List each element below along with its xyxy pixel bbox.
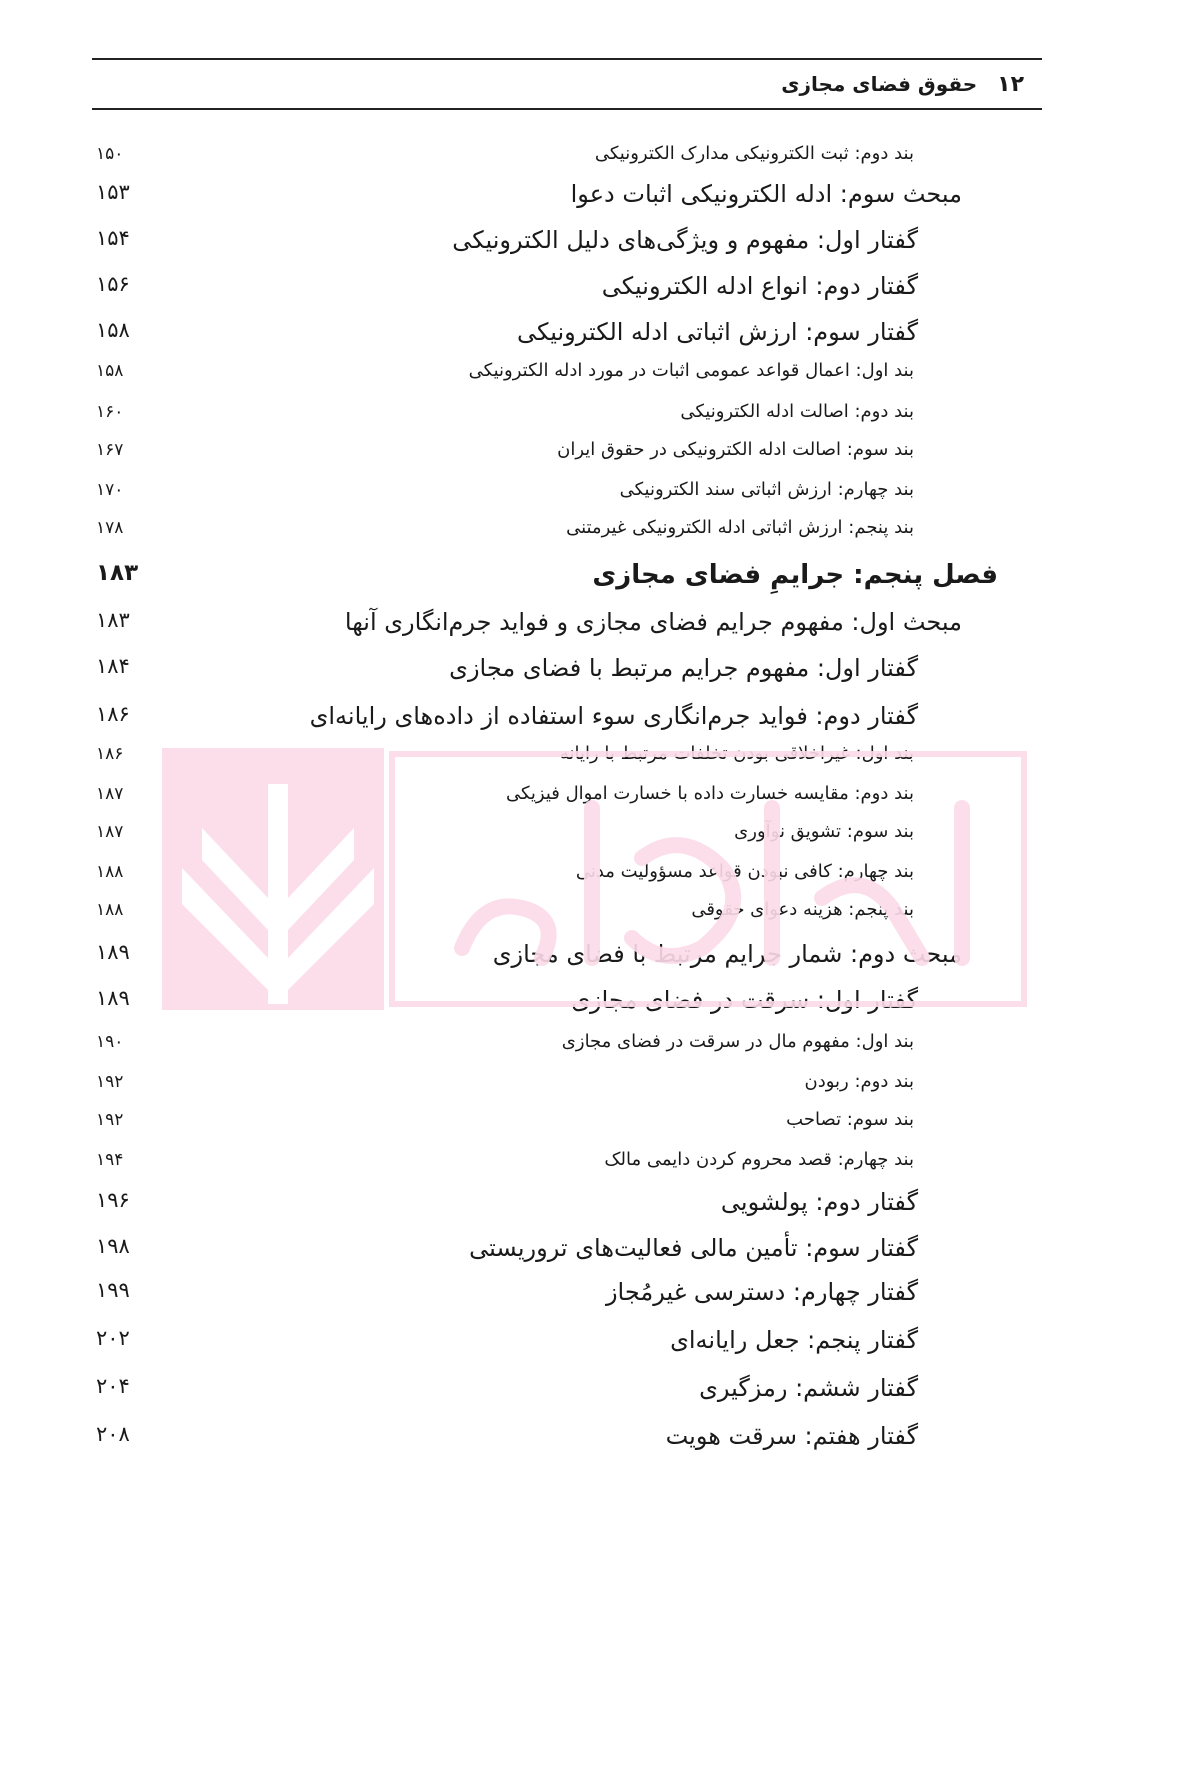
toc-entry-page: ۲۰۲ [96, 1326, 130, 1350]
toc-entry-page: ۱۸۶ [96, 744, 124, 764]
toc-entry-title: گفتار دوم: انواع ادله الکترونیکی [601, 272, 918, 300]
toc-entry-page: ۲۰۴ [96, 1374, 130, 1398]
toc-entry-title: مبحث اول: مفهوم جرایم فضای مجازی و فواید جرم‌انگاری آنها [344, 608, 962, 636]
toc-entry [0, 650, 1190, 690]
toc-entry [0, 982, 1190, 1022]
toc-entry-page: ۱۹۲ [96, 1110, 124, 1130]
toc-entry-title: بند سوم: تصاحب [786, 1109, 914, 1130]
toc-entry [0, 140, 1190, 180]
toc-entry-page: ۱۸۷ [96, 784, 124, 804]
toc-entry-page: ۱۵۸ [96, 318, 130, 342]
toc-entry [0, 1322, 1190, 1362]
toc-entry [0, 936, 1190, 976]
toc-entry [0, 176, 1190, 216]
toc-entry [0, 818, 1190, 858]
toc-entry [0, 1068, 1190, 1108]
toc-entry-title: مبحث سوم: ادله الکترونیکی اثبات دعوا [570, 180, 962, 208]
toc-entry-title: مبحث دوم: شمار جرایم مرتبط با فضای مجازی [492, 940, 962, 968]
toc-entry-title: گفتار اول: مفهوم جرایم مرتبط با فضای مجازی [449, 654, 918, 682]
toc-entry [0, 436, 1190, 476]
toc-entry-title: گفتار دوم: پولشویی [720, 1188, 918, 1216]
toc-entry-title: بند اول: غیراخلاقی بودن تخلفات مرتبط با رایانه [559, 743, 914, 764]
toc-entry [0, 698, 1190, 738]
toc-entry-title: گفتار اول: سرقت در فضای مجازی [571, 986, 918, 1014]
running-header [92, 58, 1042, 110]
toc-entry-page: ۱۸۸ [96, 900, 124, 920]
toc-entry-title: بند دوم: ثبت الکترونیکی مدارک الکترونیکی [594, 143, 914, 164]
toc-entry [0, 1146, 1190, 1186]
toc-entry-title: بند سوم: اصالت ادله الکترونیکی در حقوق ایران [557, 439, 914, 460]
toc-entry-title: گفتار ششم: رمزگیری [699, 1374, 918, 1402]
toc-entry-title: گفتار پنجم: جعل رایانه‌ای [670, 1326, 918, 1354]
toc-entry [0, 514, 1190, 554]
toc-entry [0, 1230, 1190, 1270]
toc-entry-page: ۱۸۳ [96, 560, 139, 586]
toc-entry-title: بند اول: اعمال قواعد عمومی اثبات در مورد ادله الکترونیکی [468, 360, 914, 381]
toc-entry [0, 1370, 1190, 1410]
toc-entry-title: بند اول: مفهوم مال در سرقت در فضای مجازی [561, 1031, 914, 1052]
toc-entry-title: گفتار دوم: فواید جرم‌انگاری سوء استفاده از داده‌های رایانه‌ای [309, 702, 918, 730]
toc-entry-page: ۲۰۸ [96, 1422, 130, 1446]
toc-entry [0, 1184, 1190, 1224]
toc-entry [0, 604, 1190, 644]
toc-entry-title: بند پنجم: هزینه دعوای حقوقی [691, 899, 914, 920]
book-title: حقوق فضای مجازی [781, 72, 978, 96]
toc-entry [0, 222, 1190, 262]
toc-entry-page: ۱۹۰ [96, 1032, 124, 1052]
toc-entry-page: ۱۸۶ [96, 702, 130, 726]
page-number: ۱۲ [997, 71, 1024, 97]
toc-entry [0, 896, 1190, 936]
toc-entry-page: ۱۶۷ [96, 440, 124, 460]
toc-entry-title: گفتار سوم: تأمین مالی فعالیت‌های تروریستی [469, 1234, 918, 1262]
toc-entry-title: گفتار اول: مفهوم و ویژگی‌های دلیل الکترونیکی [452, 226, 918, 254]
toc-entry-title: بند دوم: مقایسه خسارت داده با خسارت اموال فیزیکی [505, 783, 914, 804]
toc-entry-page: ۱۵۴ [96, 226, 130, 250]
toc-entry-title: بند دوم: ربودن [804, 1071, 914, 1092]
toc-entry [0, 780, 1190, 820]
toc-entry-page: ۱۸۷ [96, 822, 124, 842]
toc-entry-page: ۱۵۸ [96, 361, 124, 381]
toc-entry-title: بند دوم: اصالت ادله الکترونیکی [680, 401, 914, 422]
toc-entry-title: بند چهارم: کافی نبودن قواعد مسؤولیت مدنی [575, 861, 914, 882]
toc-entry-title: بند چهارم: ارزش اثباتی سند الکترونیکی [619, 479, 914, 500]
toc-entry-page: ۱۸۹ [96, 986, 130, 1010]
toc-entry-page: ۱۹۹ [96, 1278, 130, 1302]
toc-entry-page: ۱۸۳ [96, 608, 130, 632]
toc-entry-page: ۱۶۰ [96, 402, 124, 422]
toc-entry-page: ۱۹۶ [96, 1188, 130, 1212]
toc-entry-title: گفتار چهارم: دسترسی غیرمُجاز [605, 1278, 918, 1306]
toc-entry-title: بند پنجم: ارزش اثباتی ادله الکترونیکی غیرمتنی [566, 517, 914, 538]
toc-entry-title: بند چهارم: قصد محروم کردن دایمی مالک [604, 1149, 914, 1170]
toc-entry [0, 268, 1190, 308]
toc-entry-page: ۱۵۳ [96, 180, 130, 204]
toc-entry [0, 1274, 1190, 1314]
toc-entry-title: بند سوم: تشویق نوآوری [734, 821, 914, 842]
toc-entry-page: ۱۷۰ [96, 480, 124, 500]
toc-entry [0, 1106, 1190, 1146]
toc-entry [0, 740, 1190, 780]
toc-entry-title: فصل پنجم: جرایمِ فضای مجازی [592, 560, 998, 590]
toc-entry [0, 1418, 1190, 1458]
toc-entry [0, 314, 1190, 354]
toc-entry-page: ۱۷۸ [96, 518, 124, 538]
toc-entry [0, 357, 1190, 397]
toc-entry-page: ۱۹۸ [96, 1234, 130, 1258]
toc-entry-page: ۱۹۴ [96, 1150, 124, 1170]
toc-entry-page: ۱۸۹ [96, 940, 130, 964]
toc-entry [0, 476, 1190, 516]
toc-entry-page: ۱۵۶ [96, 272, 130, 296]
toc-entry [0, 556, 1190, 596]
toc-entry [0, 1028, 1190, 1068]
toc-entry [0, 398, 1190, 438]
toc-entry-page: ۱۸۸ [96, 862, 124, 882]
toc-entry-page: ۱۹۲ [96, 1072, 124, 1092]
toc-entry-title: گفتار هفتم: سرقت هویت [665, 1422, 918, 1450]
toc-entry-page: ۱۸۴ [96, 654, 130, 678]
toc-entry-title: گفتار سوم: ارزش اثباتی ادله الکترونیکی [516, 318, 918, 346]
toc-entry-page: ۱۵۰ [96, 144, 124, 164]
toc-entry [0, 858, 1190, 898]
